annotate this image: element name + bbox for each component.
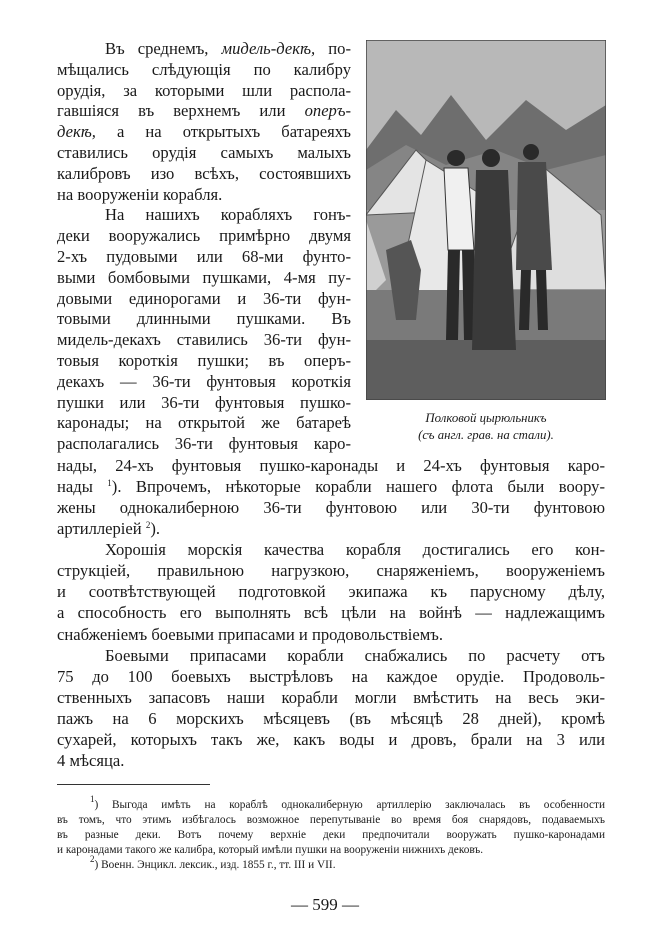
text-span: 75 до 100 боевыхъ выстрѣловъ на каждое орудіе. Продоволь- (57, 666, 605, 686)
text-line (57, 80, 351, 101)
footnote-marker: 1 (107, 478, 112, 489)
text-span: ). Впрочемъ, нѣкоторые корабли нашего флота были воору- (111, 477, 605, 497)
text-line (57, 645, 605, 666)
text-span: мидель-декахъ ставились 36-ти фун- (57, 330, 351, 350)
footnote-line (57, 854, 605, 873)
text-line (57, 518, 605, 539)
text-span: ставились орудія самыхъ малыхъ (57, 143, 351, 162)
text-line (57, 392, 351, 413)
footnote-line (57, 843, 605, 858)
text-span: располагались 36-ти фунтовыя каро- (57, 434, 351, 454)
text-span: сухарей, которыхъ такъ же, какъ воды и дровъ, брали на 3 или (57, 729, 605, 749)
footnote-divider (57, 784, 210, 785)
footnote-marker: 2 (90, 854, 95, 864)
text-line (57, 729, 605, 750)
text-line (57, 624, 605, 645)
text-line (57, 267, 351, 288)
page-number: — 599 — (291, 895, 359, 914)
text-span: въ разные деки. Вотъ почему верхніе деки предпочитали вооружать пушко-каронадами (57, 829, 605, 841)
text-span: гавшіяся въ верхнемъ или (57, 101, 305, 121)
engraving-illustration (366, 40, 606, 400)
text-line (57, 142, 351, 163)
text-span: ) Военн. Энцикл. лексик., изд. 1855 г., тт. III и VII. (94, 859, 336, 871)
text-line (57, 100, 351, 121)
text-line (57, 455, 605, 476)
text-line (57, 246, 351, 267)
text-span: деки вооружались примѣрно двумя (57, 226, 351, 246)
text-span: На нашихъ корабляхъ гонъ- (105, 205, 351, 225)
text-span: ). (150, 519, 160, 539)
text-span: товыми длинными пушками. Въ (57, 309, 351, 329)
footnote-marker: 2 (145, 520, 151, 531)
text-line (57, 412, 351, 433)
figure-caption-title: Полковой цырюльникъ (425, 411, 547, 425)
italic-term: декѣ, (57, 122, 96, 142)
text-span: Боевыми припасами корабли снабжались по расчету отъ (105, 645, 605, 665)
text-line (57, 750, 605, 771)
text-line (57, 184, 351, 205)
text-line (57, 163, 351, 184)
text-span: выми бомбовыми пушками, 4-мя пу- (57, 267, 351, 287)
text-line (57, 581, 605, 602)
text-line (57, 329, 351, 350)
text-line (57, 225, 351, 246)
text-span: каронады; на открытой же батареѣ (57, 413, 351, 433)
text-line (57, 602, 605, 623)
text-span: нады, 24-хъ фунтовыя пушко-каронады и 24-хъ фунтовыя каро- (57, 456, 605, 475)
text-line (57, 539, 605, 560)
figure-caption-source: (съ англ. грав. на стали). (418, 428, 554, 442)
text-span: снабженіемъ боевыми припасами и продовольствіемъ. (57, 624, 443, 644)
footnote-line (57, 794, 605, 813)
text-line (57, 476, 605, 497)
text-span: а на открытыхъ батареяхъ (95, 122, 351, 142)
text-line (57, 433, 351, 454)
text-span: въ томъ, что этимъ избѣгалось возможное перепутываніе во время боя снарядовъ, подаваемыхъ (57, 814, 605, 826)
footnote-line (57, 813, 605, 828)
text-span: на вооруженіи корабля. (57, 184, 223, 204)
text-span: артиллеріей (57, 519, 146, 539)
text-span: и соотвѣтствующей подготовкой экипажа къ парусному дѣлу, (57, 582, 605, 602)
italic-term: мидель-декѣ, (221, 39, 316, 58)
text-line (57, 38, 351, 59)
text-span: довыми единорогами и 36-ти фун- (57, 288, 351, 308)
text-line (57, 121, 351, 142)
text-line (57, 371, 351, 392)
text-span: а способность его выполнять всѣ цѣли на войнѣ — надлежащимъ (57, 603, 605, 623)
text-span: декахъ — 36-ти фунтовыя короткія (57, 371, 351, 391)
text-span: ) Выгода имѣть на кораблѣ однокалиберную артиллерію заключалась въ особенности (94, 799, 605, 811)
text-line (57, 59, 351, 80)
text-span: пушки или 36-ти фунтовыя пушко- (57, 392, 351, 412)
text-span: Въ среднемъ, (105, 39, 222, 58)
text-line (57, 560, 605, 581)
text-span: ственныхъ запасовъ наши корабли могли вмѣстить на весь эки- (57, 687, 605, 707)
text-span: нады (57, 477, 108, 497)
text-span: Хорошія морскія качества корабля достигались его кон- (105, 540, 605, 560)
text-span: 2-хъ пудовыми или 68-ми фунто- (57, 247, 351, 266)
text-span: по- (315, 39, 351, 58)
text-span: струкціей, правильною нагрузкою, снаряженіемъ, вооруженіемъ (57, 561, 605, 581)
text-span: 4 мѣсяца. (57, 750, 125, 770)
text-line (57, 308, 351, 329)
text-line (57, 350, 351, 371)
text-span: пажъ на 6 морскихъ мѣсяцевъ (въ мѣсяцѣ 28 дней), кромѣ (57, 708, 605, 728)
text-line (57, 204, 351, 225)
footnote-line (57, 828, 605, 843)
text-span: мѣщались слѣдующія по калибру (57, 59, 351, 79)
italic-term: оперъ- (304, 101, 351, 121)
text-line (57, 288, 351, 309)
text-span: и каронадами такого же калибра, который имѣли пушки на вооруженіи нижнихъ дековъ. (57, 844, 484, 856)
text-line (57, 708, 605, 729)
text-span: жены однокалиберною 36-ти фунтовою или 30-ти фунтовою (57, 498, 605, 518)
text-line (57, 497, 605, 518)
text-line (57, 666, 605, 687)
text-line (57, 687, 605, 708)
footnote-marker: 1 (90, 794, 95, 804)
text-span: орудія, за которыми шли распола- (57, 80, 351, 100)
text-span: калибровъ изо всѣхъ, состоявшихъ (57, 163, 351, 183)
text-span: товыя короткія пушки; въ оперъ- (57, 351, 351, 370)
